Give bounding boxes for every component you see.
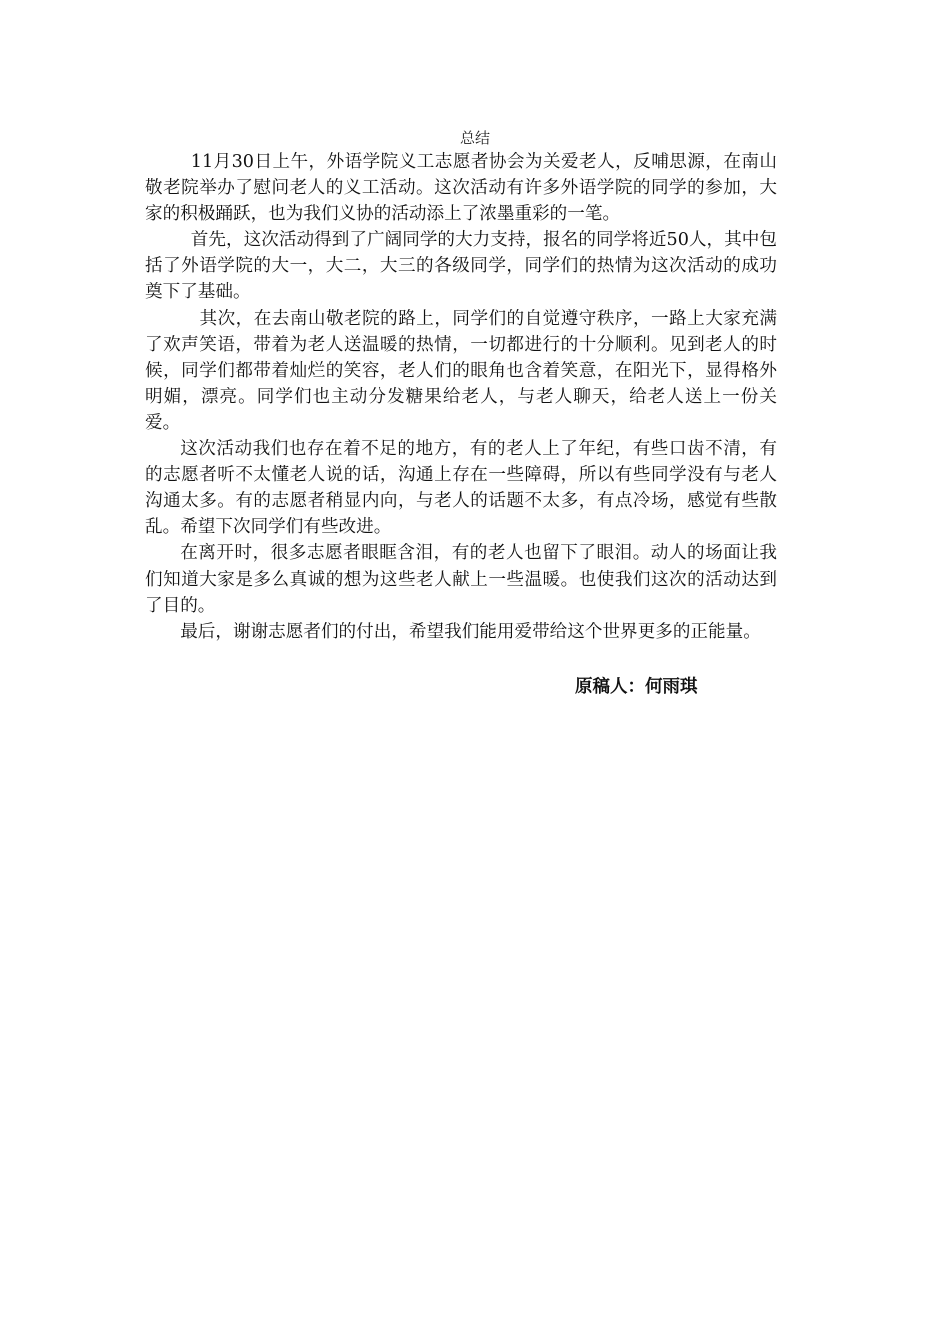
document-title: 总结	[459, 129, 490, 147]
paragraph-shortcomings: 这次活动我们也存在着不足的地方，有的老人上了年纪，有些口齿不清，有的志愿者听不太懂老人说的话，沟通上存在一些障碍，所以有些同学没有与老人沟通太多。有的志愿者稍显内向，与老人的话题不太多，有点冷场，感觉有些散乱。希望下次同学们有些改进。	[145, 439, 777, 538]
paragraph-closing: 最后，谢谢志愿者们的付出，希望我们能用爱带给这个世界更多的正能量。	[180, 621, 761, 642]
paragraph-second: 其次，在去南山敬老院的路上，同学们的自觉遵守秩序，一路上大家充满了欢声笑语，带着为老人送温暖的热情，一切都进行的十分顺利。见到老人的时候，同学们都带着灿烂的笑容，老人们的眼角也含着笑意，在阳光下，显得格外明媚，漂亮。同学们也主动分发糖果给老人，与老人聊天，给老人送上一份关爱。	[145, 308, 777, 433]
document-body	[145, 149, 777, 645]
author-signature: 原稿人：何雨琪	[575, 677, 698, 697]
paragraph-first: 首先，这次活动得到了广阔同学的大力支持，报名的同学将近50人，其中包括了外语学院的大一，大二，大三的各级同学，同学们的热情为这次活动的成功奠下了基础。	[145, 230, 777, 303]
paragraph-departure: 在离开时，很多志愿者眼眶含泪，有的老人也留下了眼泪。动人的场面让我们知道大家是多么真诚的想为这些老人献上一些温暖。也使我们这次的活动达到了目的。	[145, 543, 777, 616]
paragraph-intro: 11月30日上午，外语学院义工志愿者协会为关爱老人，反哺思源，在南山敬老院举办了慰问老人的义工活动。这次活动有许多外语学院的同学的参加，大家的积极踊跃，也为我们义协的活动添上了浓墨重彩的一笔。	[145, 152, 777, 225]
